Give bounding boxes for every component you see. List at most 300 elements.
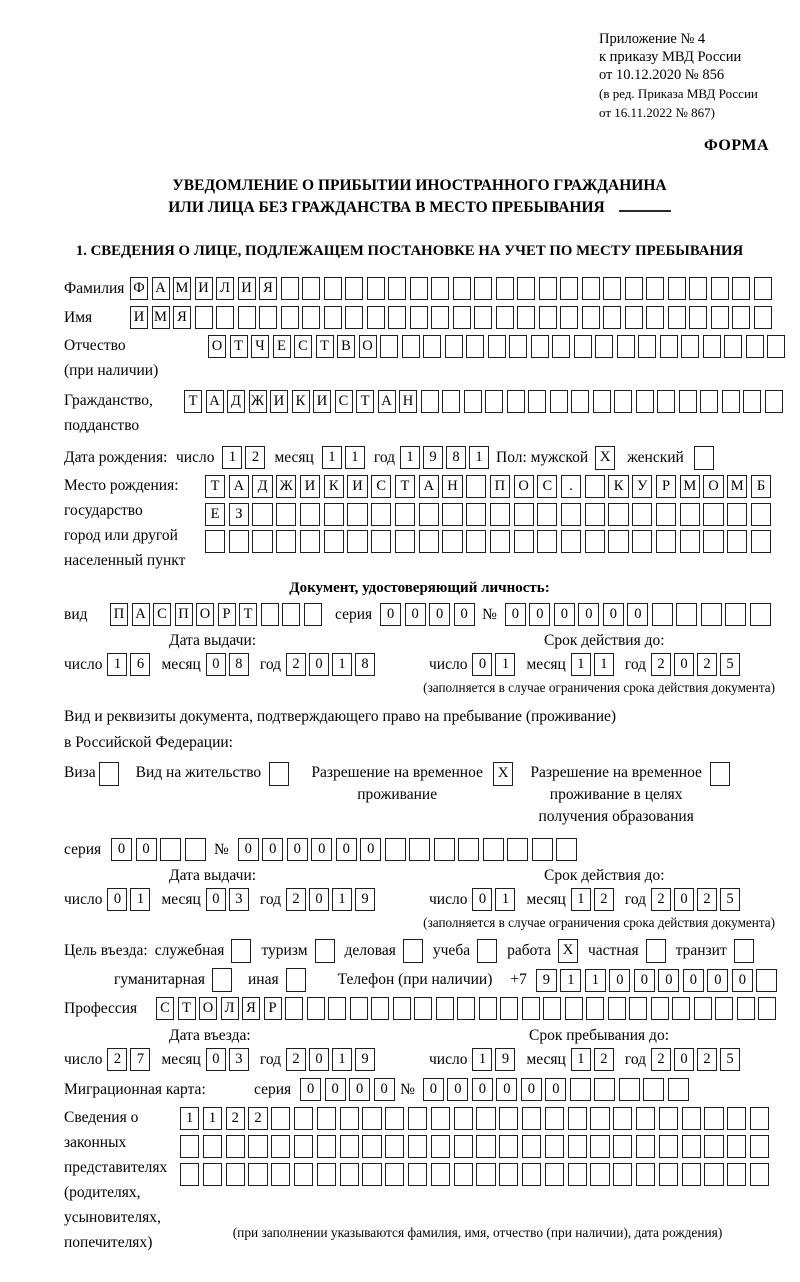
char-cell[interactable] [537, 503, 557, 526]
char-cell[interactable]: 2 [697, 888, 717, 911]
char-cell[interactable] [539, 277, 557, 300]
char-cell[interactable] [476, 1107, 495, 1130]
char-cell[interactable] [350, 997, 368, 1020]
char-cell[interactable]: Т [395, 475, 415, 498]
char-cell[interactable]: 2 [697, 653, 717, 676]
char-cell[interactable] [652, 603, 673, 626]
char-cell[interactable]: 0 [111, 838, 132, 861]
option-temp-residence-edu-checkbox[interactable] [710, 762, 730, 786]
char-cell[interactable]: Б [751, 475, 771, 498]
char-cell[interactable]: 7 [130, 1048, 150, 1071]
char-cell[interactable]: 0 [423, 1078, 444, 1101]
char-cell[interactable] [528, 390, 546, 413]
char-cell[interactable]: 0 [336, 838, 357, 861]
char-cell[interactable] [371, 530, 391, 553]
char-cell[interactable] [419, 530, 439, 553]
char-cell[interactable]: 0 [578, 603, 599, 626]
char-cell[interactable] [431, 306, 449, 329]
char-cell[interactable]: 1 [203, 1107, 222, 1130]
purpose-other-checkbox[interactable] [286, 968, 306, 992]
char-cell[interactable] [617, 335, 635, 358]
char-cell[interactable] [754, 277, 772, 300]
char-cell[interactable] [746, 335, 764, 358]
char-cell[interactable] [490, 530, 510, 553]
char-cell[interactable] [385, 838, 406, 861]
char-cell[interactable] [431, 1135, 450, 1158]
char-cell[interactable]: Е [205, 503, 225, 526]
char-cell[interactable]: 2 [651, 653, 671, 676]
char-cell[interactable] [585, 475, 605, 498]
char-cell[interactable]: И [300, 475, 320, 498]
char-cell[interactable] [454, 1107, 473, 1130]
char-cell[interactable] [442, 530, 462, 553]
char-cell[interactable] [229, 530, 249, 553]
purpose-business-checkbox[interactable] [403, 939, 423, 963]
char-cell[interactable]: 0 [287, 838, 308, 861]
char-cell[interactable] [681, 335, 699, 358]
char-cell[interactable]: 0 [325, 1078, 346, 1101]
char-cell[interactable]: Н [399, 390, 417, 413]
char-cell[interactable]: 1 [345, 446, 365, 469]
char-cell[interactable] [571, 390, 589, 413]
char-cell[interactable] [590, 1107, 609, 1130]
char-cell[interactable] [646, 306, 664, 329]
char-cell[interactable]: 0 [634, 969, 655, 992]
char-cell[interactable] [324, 503, 344, 526]
char-cell[interactable] [727, 530, 747, 553]
char-cell[interactable] [582, 306, 600, 329]
char-cell[interactable]: 2 [651, 1048, 671, 1071]
char-cell[interactable] [585, 503, 605, 526]
char-cell[interactable]: 0 [683, 969, 704, 992]
char-cell[interactable] [565, 997, 583, 1020]
char-cell[interactable]: Р [264, 997, 282, 1020]
purpose-official-checkbox[interactable] [231, 939, 251, 963]
char-cell[interactable] [205, 530, 225, 553]
char-cell[interactable] [676, 603, 697, 626]
char-cell[interactable]: 9 [495, 1048, 515, 1071]
char-cell[interactable] [703, 530, 723, 553]
char-cell[interactable] [715, 997, 733, 1020]
char-cell[interactable] [561, 503, 581, 526]
char-cell[interactable]: И [313, 390, 331, 413]
char-cell[interactable]: Д [252, 475, 272, 498]
char-cell[interactable] [410, 306, 428, 329]
char-cell[interactable] [756, 969, 777, 992]
char-cell[interactable] [496, 306, 514, 329]
char-cell[interactable]: 1 [585, 969, 606, 992]
char-cell[interactable]: 8 [229, 653, 249, 676]
char-cell[interactable] [340, 1163, 359, 1186]
char-cell[interactable] [395, 530, 415, 553]
char-cell[interactable] [552, 335, 570, 358]
sex-female-checkbox[interactable] [694, 446, 714, 470]
char-cell[interactable] [703, 503, 723, 526]
char-cell[interactable] [395, 503, 415, 526]
char-cell[interactable] [345, 306, 363, 329]
char-cell[interactable] [324, 530, 344, 553]
char-cell[interactable]: К [292, 390, 310, 413]
char-cell[interactable]: 8 [355, 653, 375, 676]
char-cell[interactable] [367, 277, 385, 300]
char-cell[interactable] [248, 1163, 267, 1186]
char-cell[interactable] [285, 997, 303, 1020]
char-cell[interactable] [300, 503, 320, 526]
char-cell[interactable]: И [270, 390, 288, 413]
char-cell[interactable] [454, 1163, 473, 1186]
char-cell[interactable] [490, 503, 510, 526]
char-cell[interactable] [732, 277, 750, 300]
char-cell[interactable]: 2 [594, 888, 614, 911]
char-cell[interactable]: Т [356, 390, 374, 413]
char-cell[interactable]: 6 [130, 653, 150, 676]
char-cell[interactable] [340, 1135, 359, 1158]
char-cell[interactable] [380, 335, 398, 358]
char-cell[interactable] [625, 277, 643, 300]
char-cell[interactable]: Р [218, 603, 236, 626]
char-cell[interactable] [421, 390, 439, 413]
char-cell[interactable] [281, 277, 299, 300]
char-cell[interactable] [271, 1135, 290, 1158]
char-cell[interactable] [556, 838, 577, 861]
char-cell[interactable]: П [175, 603, 193, 626]
char-cell[interactable]: 2 [286, 1048, 306, 1071]
char-cell[interactable] [531, 335, 549, 358]
char-cell[interactable]: 2 [248, 1107, 267, 1130]
char-cell[interactable] [643, 1078, 664, 1101]
char-cell[interactable] [543, 997, 561, 1020]
char-cell[interactable] [509, 335, 527, 358]
char-cell[interactable]: 2 [107, 1048, 127, 1071]
char-cell[interactable]: О [359, 335, 377, 358]
char-cell[interactable]: 3 [229, 1048, 249, 1071]
char-cell[interactable] [453, 277, 471, 300]
option-visa-checkbox[interactable] [99, 762, 119, 786]
char-cell[interactable] [499, 1135, 518, 1158]
char-cell[interactable] [672, 997, 690, 1020]
option-residence-permit-checkbox[interactable] [269, 762, 289, 786]
char-cell[interactable]: М [680, 475, 700, 498]
char-cell[interactable] [646, 277, 664, 300]
char-cell[interactable] [371, 503, 391, 526]
char-cell[interactable] [568, 1163, 587, 1186]
purpose-work-checkbox[interactable]: X [558, 939, 578, 963]
char-cell[interactable] [704, 1163, 723, 1186]
char-cell[interactable] [651, 997, 669, 1020]
char-cell[interactable]: 0 [674, 888, 694, 911]
char-cell[interactable] [371, 997, 389, 1020]
char-cell[interactable] [345, 277, 363, 300]
char-cell[interactable]: А [419, 475, 439, 498]
char-cell[interactable]: 0 [380, 603, 401, 626]
char-cell[interactable] [751, 503, 771, 526]
char-cell[interactable]: Т [316, 335, 334, 358]
char-cell[interactable] [517, 277, 535, 300]
char-cell[interactable] [724, 335, 742, 358]
char-cell[interactable] [593, 390, 611, 413]
char-cell[interactable]: 8 [446, 446, 466, 469]
char-cell[interactable] [638, 335, 656, 358]
char-cell[interactable] [479, 997, 497, 1020]
char-cell[interactable] [226, 1135, 245, 1158]
char-cell[interactable]: С [335, 390, 353, 413]
purpose-tourism-checkbox[interactable] [315, 939, 335, 963]
char-cell[interactable]: Л [221, 997, 239, 1020]
char-cell[interactable]: 5 [720, 888, 740, 911]
char-cell[interactable] [304, 603, 322, 626]
char-cell[interactable]: 2 [286, 653, 306, 676]
char-cell[interactable]: 0 [374, 1078, 395, 1101]
char-cell[interactable] [737, 997, 755, 1020]
char-cell[interactable]: 0 [360, 838, 381, 861]
char-cell[interactable] [238, 306, 256, 329]
char-cell[interactable] [689, 306, 707, 329]
sex-male-checkbox[interactable]: X [595, 446, 615, 470]
char-cell[interactable]: Ж [249, 390, 267, 413]
char-cell[interactable] [324, 277, 342, 300]
char-cell[interactable] [496, 277, 514, 300]
char-cell[interactable] [659, 1107, 678, 1130]
char-cell[interactable] [560, 306, 578, 329]
char-cell[interactable]: 0 [206, 653, 226, 676]
char-cell[interactable] [636, 1163, 655, 1186]
char-cell[interactable] [453, 306, 471, 329]
char-cell[interactable]: 0 [554, 603, 575, 626]
char-cell[interactable] [619, 1078, 640, 1101]
char-cell[interactable]: 0 [309, 1048, 329, 1071]
char-cell[interactable] [302, 306, 320, 329]
char-cell[interactable]: 1 [332, 1048, 352, 1071]
char-cell[interactable] [347, 503, 367, 526]
char-cell[interactable] [464, 390, 482, 413]
char-cell[interactable]: Я [242, 997, 260, 1020]
char-cell[interactable] [474, 306, 492, 329]
char-cell[interactable] [195, 306, 213, 329]
char-cell[interactable]: . [561, 475, 581, 498]
char-cell[interactable] [507, 390, 525, 413]
char-cell[interactable] [442, 503, 462, 526]
char-cell[interactable]: 1 [594, 653, 614, 676]
char-cell[interactable]: И [130, 306, 148, 329]
char-cell[interactable]: Т [178, 997, 196, 1020]
char-cell[interactable]: 0 [627, 603, 648, 626]
char-cell[interactable] [302, 277, 320, 300]
char-cell[interactable]: 1 [400, 446, 420, 469]
char-cell[interactable]: П [110, 603, 128, 626]
char-cell[interactable] [545, 1107, 564, 1130]
char-cell[interactable]: И [238, 277, 256, 300]
char-cell[interactable] [660, 335, 678, 358]
char-cell[interactable] [393, 997, 411, 1020]
char-cell[interactable] [659, 1135, 678, 1158]
purpose-study-checkbox[interactable] [477, 939, 497, 963]
char-cell[interactable] [668, 1078, 689, 1101]
char-cell[interactable]: В [337, 335, 355, 358]
char-cell[interactable]: Я [259, 277, 277, 300]
char-cell[interactable] [282, 603, 300, 626]
char-cell[interactable] [750, 1163, 769, 1186]
char-cell[interactable] [754, 306, 772, 329]
char-cell[interactable] [532, 838, 553, 861]
char-cell[interactable] [750, 1107, 769, 1130]
char-cell[interactable]: 1 [322, 446, 342, 469]
char-cell[interactable] [408, 1163, 427, 1186]
char-cell[interactable]: 5 [720, 1048, 740, 1071]
char-cell[interactable] [636, 390, 654, 413]
char-cell[interactable] [362, 1107, 381, 1130]
char-cell[interactable]: 0 [529, 603, 550, 626]
char-cell[interactable] [434, 838, 455, 861]
char-cell[interactable]: 0 [609, 969, 630, 992]
char-cell[interactable] [261, 603, 279, 626]
char-cell[interactable]: К [608, 475, 628, 498]
char-cell[interactable]: 1 [107, 653, 127, 676]
char-cell[interactable] [682, 1135, 701, 1158]
char-cell[interactable] [185, 838, 206, 861]
char-cell[interactable] [659, 1163, 678, 1186]
char-cell[interactable] [402, 335, 420, 358]
char-cell[interactable] [750, 1135, 769, 1158]
char-cell[interactable]: 2 [226, 1107, 245, 1130]
char-cell[interactable]: 2 [697, 1048, 717, 1071]
char-cell[interactable]: Д [227, 390, 245, 413]
char-cell[interactable] [545, 1135, 564, 1158]
char-cell[interactable]: 0 [447, 1078, 468, 1101]
char-cell[interactable] [656, 503, 676, 526]
char-cell[interactable] [488, 335, 506, 358]
char-cell[interactable] [507, 838, 528, 861]
char-cell[interactable]: 0 [349, 1078, 370, 1101]
char-cell[interactable] [561, 530, 581, 553]
char-cell[interactable]: О [199, 997, 217, 1020]
char-cell[interactable] [216, 306, 234, 329]
char-cell[interactable]: 1 [571, 653, 591, 676]
char-cell[interactable] [613, 1163, 632, 1186]
char-cell[interactable] [574, 335, 592, 358]
char-cell[interactable]: 0 [545, 1078, 566, 1101]
char-cell[interactable] [203, 1163, 222, 1186]
char-cell[interactable] [499, 1107, 518, 1130]
char-cell[interactable]: 0 [309, 888, 329, 911]
char-cell[interactable] [743, 390, 761, 413]
char-cell[interactable] [485, 390, 503, 413]
char-cell[interactable] [682, 1107, 701, 1130]
char-cell[interactable] [476, 1135, 495, 1158]
purpose-transit-checkbox[interactable] [734, 939, 754, 963]
char-cell[interactable] [483, 838, 504, 861]
char-cell[interactable] [317, 1163, 336, 1186]
char-cell[interactable] [632, 530, 652, 553]
char-cell[interactable] [701, 603, 722, 626]
char-cell[interactable] [711, 306, 729, 329]
char-cell[interactable]: 0 [136, 838, 157, 861]
char-cell[interactable]: А [132, 603, 150, 626]
char-cell[interactable]: И [195, 277, 213, 300]
char-cell[interactable]: 0 [300, 1078, 321, 1101]
option-temp-residence-checkbox[interactable]: X [493, 762, 513, 786]
char-cell[interactable] [568, 1107, 587, 1130]
char-cell[interactable]: 1 [472, 1048, 492, 1071]
char-cell[interactable] [454, 1135, 473, 1158]
char-cell[interactable]: 0 [707, 969, 728, 992]
char-cell[interactable]: 1 [571, 888, 591, 911]
char-cell[interactable]: 9 [536, 969, 557, 992]
char-cell[interactable] [603, 277, 621, 300]
char-cell[interactable] [629, 997, 647, 1020]
char-cell[interactable] [388, 306, 406, 329]
char-cell[interactable]: 0 [262, 838, 283, 861]
char-cell[interactable] [317, 1107, 336, 1130]
char-cell[interactable] [347, 530, 367, 553]
char-cell[interactable]: 0 [206, 1048, 226, 1071]
char-cell[interactable] [608, 530, 628, 553]
purpose-humanitarian-checkbox[interactable] [212, 968, 232, 992]
char-cell[interactable]: Т [205, 475, 225, 498]
char-cell[interactable] [476, 1163, 495, 1186]
char-cell[interactable]: Н [442, 475, 462, 498]
char-cell[interactable] [499, 1163, 518, 1186]
char-cell[interactable] [423, 335, 441, 358]
char-cell[interactable] [458, 838, 479, 861]
char-cell[interactable] [680, 503, 700, 526]
char-cell[interactable]: 9 [355, 888, 375, 911]
char-cell[interactable] [608, 997, 626, 1020]
char-cell[interactable] [722, 390, 740, 413]
char-cell[interactable] [727, 1135, 746, 1158]
char-cell[interactable]: 0 [206, 888, 226, 911]
char-cell[interactable] [436, 997, 454, 1020]
char-cell[interactable] [703, 335, 721, 358]
char-cell[interactable]: С [371, 475, 391, 498]
char-cell[interactable]: 1 [495, 888, 515, 911]
char-cell[interactable] [385, 1135, 404, 1158]
char-cell[interactable] [408, 1135, 427, 1158]
char-cell[interactable] [362, 1135, 381, 1158]
char-cell[interactable]: 0 [732, 969, 753, 992]
char-cell[interactable] [585, 530, 605, 553]
char-cell[interactable] [608, 503, 628, 526]
char-cell[interactable]: 0 [472, 1078, 493, 1101]
char-cell[interactable]: С [153, 603, 171, 626]
char-cell[interactable] [307, 997, 325, 1020]
char-cell[interactable] [539, 306, 557, 329]
char-cell[interactable]: Т [239, 603, 257, 626]
char-cell[interactable] [419, 503, 439, 526]
char-cell[interactable] [537, 530, 557, 553]
char-cell[interactable] [694, 997, 712, 1020]
char-cell[interactable]: 0 [238, 838, 259, 861]
char-cell[interactable]: Е [273, 335, 291, 358]
char-cell[interactable] [317, 1135, 336, 1158]
char-cell[interactable]: 0 [454, 603, 475, 626]
char-cell[interactable]: 1 [180, 1107, 199, 1130]
char-cell[interactable] [431, 1163, 450, 1186]
char-cell[interactable] [545, 1163, 564, 1186]
char-cell[interactable] [725, 603, 746, 626]
char-cell[interactable] [522, 997, 540, 1020]
char-cell[interactable]: К [324, 475, 344, 498]
char-cell[interactable] [657, 390, 675, 413]
char-cell[interactable] [614, 390, 632, 413]
char-cell[interactable] [294, 1107, 313, 1130]
char-cell[interactable] [595, 335, 613, 358]
char-cell[interactable]: Т [230, 335, 248, 358]
char-cell[interactable]: 2 [245, 446, 265, 469]
char-cell[interactable] [590, 1135, 609, 1158]
char-cell[interactable] [636, 1107, 655, 1130]
char-cell[interactable] [474, 277, 492, 300]
char-cell[interactable] [704, 1135, 723, 1158]
